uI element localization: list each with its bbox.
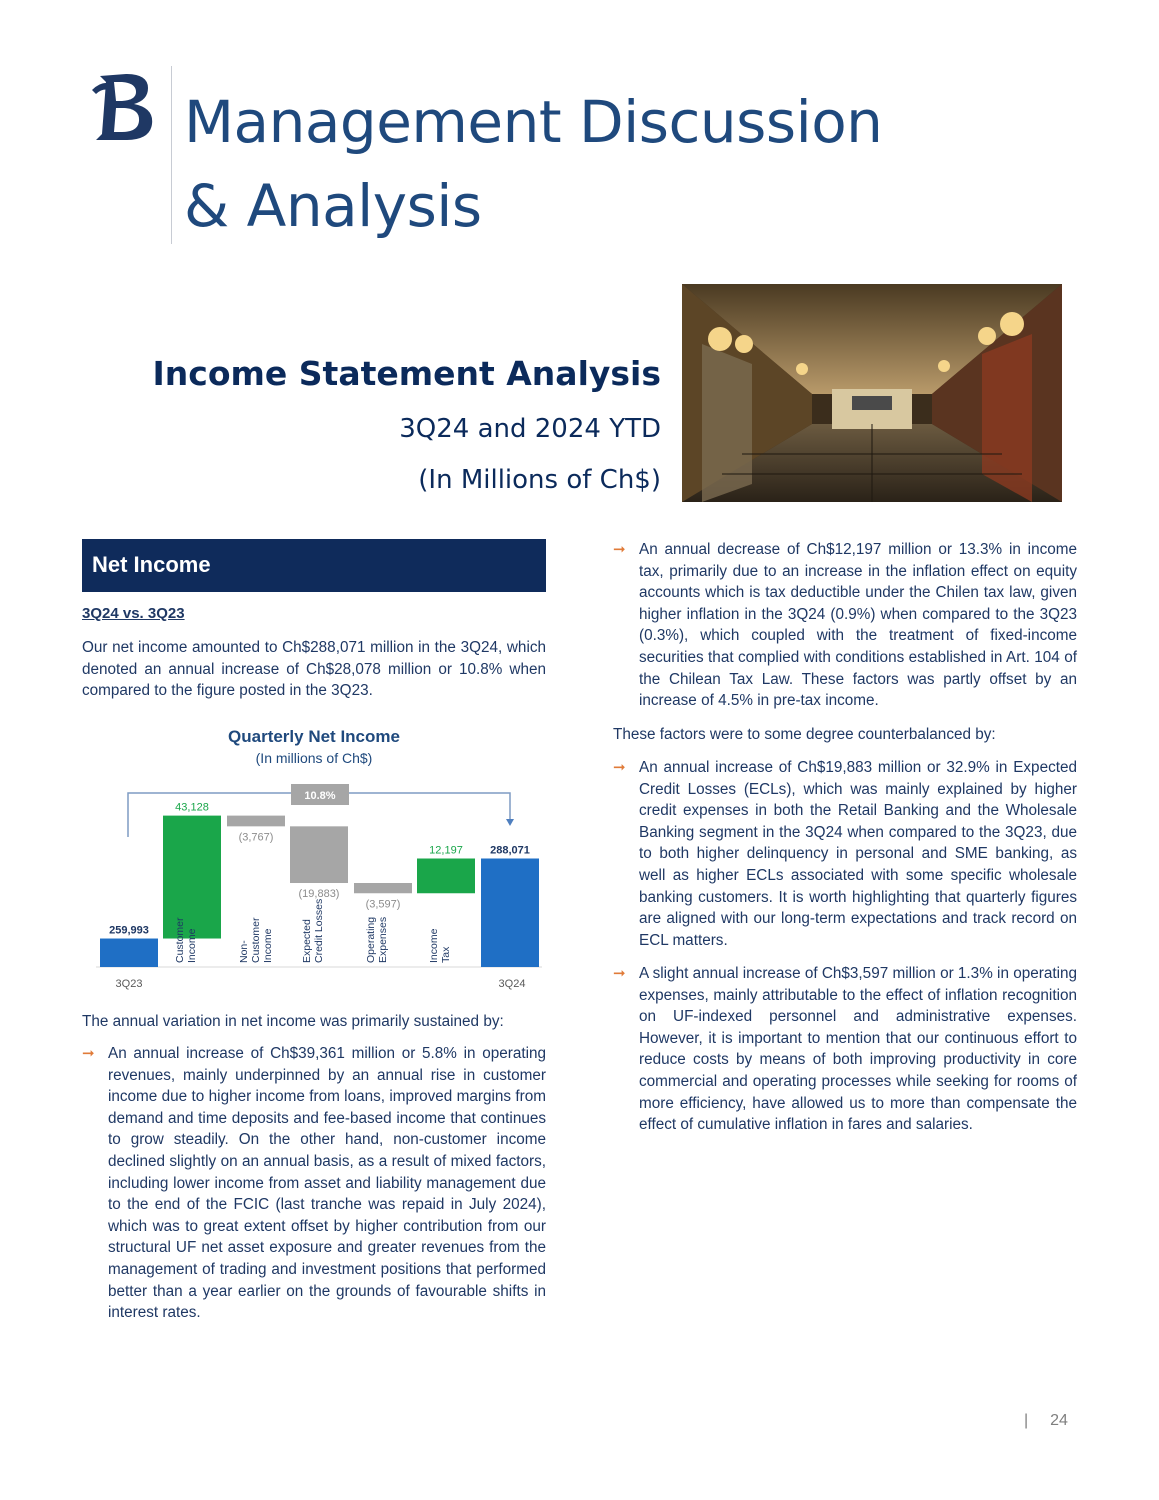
bullet-arrow-icon: ➞ (613, 541, 626, 558)
value-label-customer-income: 43,128 (175, 801, 209, 814)
bullet-operating-expenses: A slight annual increase of Ch$3,597 million or 1.3% in operating expenses, mainly attributable to the effect of inflation recognition on UF-indexed personnel and administrative expenses. However, it is important to mention that our continuous effort to reduce costs by means of both improving productivity in core commercial and operating processes while seeking for rooms of more efficiency, have allowed us to more than compensate the effect of cumulative inflation in fares and salaries. (639, 965, 1077, 1134)
bank-logo (92, 70, 158, 144)
page-number-value: 24 (1050, 1412, 1068, 1429)
value-label-3q23: 259,993 (109, 924, 149, 937)
bar-operating-expenses (354, 883, 412, 893)
category-label-customer-income: CustomerIncome (174, 917, 198, 963)
bar-expected-credit-losses (290, 826, 348, 883)
category-label-income-tax: IncomeTax (428, 928, 452, 963)
bar-income-tax (417, 858, 475, 893)
counterbalanced-text: These factors were to some degree counterbalanced by: (613, 726, 996, 743)
comparison-subheading: 3Q24 vs. 3Q23 (82, 605, 185, 622)
net-income-banner (82, 539, 546, 592)
value-label-operating-expenses: (3,597) (365, 898, 401, 911)
hallway-photo (682, 284, 1062, 502)
page-title (184, 80, 944, 248)
bullet-arrow-icon: ➞ (82, 1045, 95, 1062)
net-income-intro: Our net income amounted to Ch$288,071 million in the 3Q24, which denoted an annual increase of Ch$28,078 million or 10.8% when compared to the figure posted in the 3Q23. (82, 639, 546, 700)
header-divider (171, 66, 172, 244)
bar-customer-income (163, 816, 221, 939)
bar-non-customer-income (227, 816, 285, 827)
page-title-line2: & Analysis (184, 172, 482, 240)
page-title-line1: Management Discussion (184, 88, 883, 156)
chart-subtitle: (In millions of Ch$) (255, 750, 373, 766)
page-number (1024, 1412, 1068, 1430)
value-label-expected-credit-losses: (19,883) (298, 888, 340, 901)
bullet-arrow-icon: ➞ (613, 759, 626, 776)
value-label-non-customer-income: (3,767) (238, 831, 274, 844)
x-label-end: 3Q24 (498, 978, 526, 990)
waterfall-chart (82, 775, 546, 995)
section-title: Income Statement Analysis (152, 354, 661, 393)
bullet-income-tax: An annual decrease of Ch$12,197 million or 13.3% in income tax, primarily due to an increase in the inflation effect on equity accounts which is tax deductible under the Chilen tax law, given higher inflation in the 3Q24 (0.9%) when compared to the 3Q23 (0.3%), which coupled with the treatment of fixed-income securities that complied with conditions established in Art. 104 of the Chilean Tax Law. These factors was partly offset by an increase of 4.5% in pre-tax income. (639, 541, 1077, 710)
chart-title: Quarterly Net Income (228, 727, 400, 746)
sustained-by-text: The annual variation in net income was primarily sustained by: (82, 1013, 504, 1030)
value-label-3q24: 288,071 (490, 844, 530, 857)
net-income-banner-title: Net Income (92, 552, 211, 577)
section-subtitle-units: (In Millions of Ch$) (418, 465, 661, 495)
value-label-income-tax: 12,197 (429, 844, 463, 857)
category-label-operating-expenses: OperatingExpenses (365, 916, 389, 963)
bullet-operating-revenues: An annual increase of Ch$39,361 million or 5.8% in operating revenues, mainly underpinned by an annual rise in customer income due to higher income from loans, improved margins from demand and time deposits and fee-based income that continues to grow steadily. On the other hand, non-customer income declined slightly on an annual basis, as a result of mixed factors, including lower income from asset and liability management due to the end of the FCIC (last tranche was repaid in July 2024), which was to great extent offset by higher contribution from our structural UF net asset exposure and greater revenues from the management of trading and investment positions that performed better than a year earlier on the grounds of favourable shifts in interest rates. (108, 1045, 546, 1322)
category-label-expected-credit-losses: ExpectedCredit Losses (301, 898, 325, 963)
page-number-divider: | (1024, 1412, 1029, 1429)
section-subtitle-period: 3Q24 and 2024 YTD (399, 414, 661, 444)
x-label-start: 3Q23 (115, 978, 143, 990)
bullet-arrow-icon: ➞ (613, 965, 626, 982)
variation-arrow-icon (506, 819, 514, 826)
bullet-expected-credit-losses: An annual increase of Ch$19,883 million or 32.9% in Expected Credit Losses (ECLs), which was mainly explained by higher credit expenses in both the Retail Banking and the Wholesale Banking segment in the 3Q24 when compared to the 3Q23, due to both higher delinquency in personal and SME banking, as well as higher ECLs associated with some specific wholesale banking customers. It is worth highlighting that quarterly figures are aligned with our long-term expectations and track record on ECL matters. (639, 759, 1077, 949)
bar-3q23 (100, 939, 158, 967)
variation-label: 10.8% (304, 790, 336, 802)
category-label-non-customer-income: Non-CustomerIncome (238, 917, 274, 963)
bar-3q24 (481, 858, 539, 967)
